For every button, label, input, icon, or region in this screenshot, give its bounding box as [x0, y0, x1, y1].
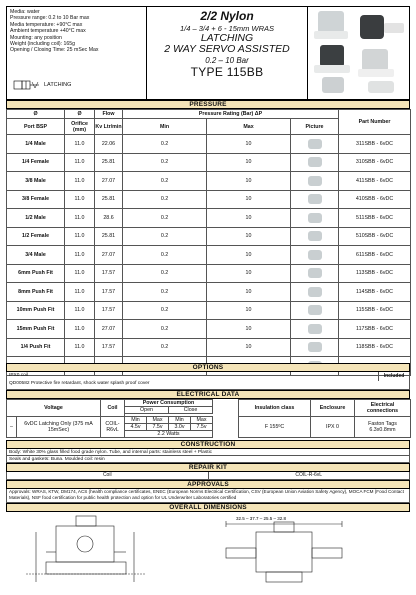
min-cell: 0.2: [123, 172, 207, 191]
table-row: [7, 338, 411, 357]
picture-cell: [291, 153, 339, 172]
repair-row: [6, 472, 410, 480]
product-title: 2/2 Nylon: [200, 9, 254, 23]
part-number-cell: 114SBB - 6vDC: [339, 283, 411, 302]
part-number-cell: 118SBB - 6vDC: [339, 338, 411, 357]
picture-cell: [291, 246, 339, 265]
port-cell: 1/2 Female: [7, 227, 65, 246]
header-block: [6, 6, 410, 100]
part-number-cell: 117SBB - 6vDC: [339, 320, 411, 339]
options-section: [6, 363, 410, 390]
table-row: [7, 301, 411, 320]
picture-cell: [291, 283, 339, 302]
table-row: [7, 320, 411, 339]
latching-label: LATCHING: [44, 81, 72, 88]
connections-header: Electrical connections: [355, 400, 411, 417]
port-cell: 1/2 Male: [7, 209, 65, 228]
port-cell: 3/4 Male: [7, 246, 65, 265]
insulation-header: Insulation class: [239, 400, 311, 417]
kv-cell: 17.57: [95, 264, 123, 283]
table-row: [7, 190, 411, 209]
kv-cell: 22.06: [95, 135, 123, 154]
port-cell: 1/4 Push Fit: [7, 338, 65, 357]
valve-thumbnail-icon: [308, 250, 322, 260]
orifice-cell: 11.0: [65, 135, 95, 154]
valve-thumbnail-icon: [308, 287, 322, 297]
coil-header: Coil: [101, 400, 125, 417]
kv-cell: 17.57: [95, 283, 123, 302]
flow-header: Flow: [95, 110, 123, 119]
connections-value: Faston Tags 6.3x0.8mm: [355, 417, 411, 438]
valve-symbol-icon: [13, 79, 41, 91]
min-cell: 0.2: [123, 301, 207, 320]
spec-line: Media: water: [10, 9, 40, 15]
spec-line: Opening / Closing Time: 25 mSec Max: [10, 47, 99, 54]
dimensions-drawing: [6, 512, 410, 590]
port-cell: 1/4 Male: [7, 135, 65, 154]
max-cell: 10: [207, 135, 291, 154]
min-cell: 0.2: [123, 190, 207, 209]
max-header: Max: [207, 119, 291, 135]
orifice-cell: 11.0: [65, 172, 95, 191]
approvals-text: Approvals: WRAS, KTW, DM174, ACS (health compliance certificates, ENEC (European Norms Electrical Certification, CSV (European Union Aviation Safety Agency), MOCA FCM (Food Contact Materials), NSF food certification for public health protection and option for UL Underwriter Laboratories certified: [6, 489, 410, 503]
construction-line: Seals and gaskets: Buna. Moulded coil: resin: [6, 456, 410, 463]
close-max-value: 7.5v: [191, 424, 213, 431]
max-cell: 10: [207, 209, 291, 228]
max-cell: 10: [207, 301, 291, 320]
part-number-header: Part Number: [339, 110, 411, 135]
diam-header: Ø: [7, 110, 65, 119]
kv-cell: 25.81: [95, 227, 123, 246]
valve-thumbnail-icon: [308, 139, 322, 149]
valve-thumbnail-icon: [308, 194, 322, 204]
picture-cell: [291, 135, 339, 154]
part-number-cell: 611SBB - 6vDC: [339, 246, 411, 265]
table-row: [7, 153, 411, 172]
open-max-value: 7.5v: [147, 424, 169, 431]
valve-thumbnail-icon: [308, 231, 322, 241]
repair-label: Coil: [7, 472, 209, 479]
max-cell: 10: [207, 264, 291, 283]
part-number-cell: 510SBB - 6vDC: [339, 227, 411, 246]
picture-cell: [291, 209, 339, 228]
electrical-table: [6, 399, 411, 438]
port-cell: 15mm Push Fit: [7, 320, 65, 339]
port-cell: 3/8 Female: [7, 190, 65, 209]
part-number-cell: 310SBB - 6vDC: [339, 153, 411, 172]
min-cell: 0.2: [123, 209, 207, 228]
picture-cell: [291, 227, 339, 246]
dimension-drawing-image: [6, 512, 410, 590]
picture-cell: [291, 301, 339, 320]
orifice-cell: 11.0: [65, 246, 95, 265]
part-number-cell: 511SBB - 6vDC: [339, 209, 411, 228]
open-header: Open: [125, 407, 169, 414]
part-number-cell: 410SBB - 6vDC: [339, 190, 411, 209]
table-row: [7, 264, 411, 283]
voltage-value: 6vDC Latching Only (375 mA 15mSec): [17, 417, 101, 438]
orifice-cell: 11.0: [65, 320, 95, 339]
kv-cell: 17.57: [95, 301, 123, 320]
product-photos: [307, 7, 410, 99]
table-row: [7, 227, 411, 246]
model-name: TYPE 115BB: [190, 65, 264, 79]
picture-cell: [291, 320, 339, 339]
electrical-section: [6, 390, 411, 438]
open-min-header: Min: [125, 417, 147, 424]
construction-section: [6, 440, 410, 463]
valve-photo-image: [308, 7, 410, 99]
orifice-cell: 11.0: [65, 153, 95, 172]
valve-thumbnail-icon: [308, 324, 322, 334]
max-cell: 10: [207, 320, 291, 339]
close-min-header: Min: [169, 417, 191, 424]
orifice-cell: 11.0: [65, 227, 95, 246]
spec-line: Media temperature: +90°C max: [10, 21, 83, 28]
open-max-header: Max: [147, 417, 169, 424]
picture-cell: [291, 190, 339, 209]
max-cell: 10: [207, 246, 291, 265]
repair-value: COIL-R-6vL: [295, 472, 323, 478]
pressure-section: [6, 100, 411, 376]
port-cell: 3/8 Male: [7, 172, 65, 191]
port-cell: 1/4 Female: [7, 153, 65, 172]
min-cell: 0.2: [123, 153, 207, 172]
voltage-marker: –: [7, 417, 17, 438]
orifice-cell: 11.0: [65, 209, 95, 228]
open-min-value: 4.5v: [125, 424, 147, 431]
max-cell: 10: [207, 338, 291, 357]
enclosure-header: Enclosure: [311, 400, 355, 417]
close-header: Close: [169, 407, 213, 414]
picture-cell: [291, 264, 339, 283]
min-cell: 0.2: [123, 283, 207, 302]
orifice-header: Orifice (mm): [65, 119, 95, 135]
spec-line: Mounting: any position: [10, 34, 62, 41]
rating-header: Pressure Rating (Bar) ΔP: [123, 110, 339, 119]
part-number-cell: 113SBB - 6vDC: [339, 264, 411, 283]
port-cell: 8mm Push Fit: [7, 283, 65, 302]
max-cell: 10: [207, 172, 291, 191]
enclosure-value: IPX 0: [311, 417, 355, 438]
table-row: [7, 283, 411, 302]
spec-list: [7, 7, 147, 99]
kv-cell: 27.07: [95, 320, 123, 339]
type-description: 2 WAY SERVO ASSISTED: [164, 43, 290, 55]
insulation-value: F 155ºC: [239, 417, 311, 438]
min-cell: 0.2: [123, 246, 207, 265]
dimensions-section-title: OVERALL DIMENSIONS: [6, 503, 410, 512]
valve-thumbnail-icon: [308, 176, 322, 186]
option-line: QD00582 Protective fire retardant, shock water splash proof cover: [9, 381, 150, 386]
pressure-table: [6, 109, 411, 376]
min-header: Min: [123, 119, 207, 135]
spec-line: Pressure range: 0.2 to 10 Bar max: [10, 15, 90, 22]
table-row: [7, 209, 411, 228]
part-number-cell: 311SBB - 6vDC: [339, 135, 411, 154]
kv-cell: 27.07: [95, 246, 123, 265]
picture-cell: [291, 338, 339, 357]
max-cell: 10: [207, 190, 291, 209]
min-cell: 0.2: [123, 338, 207, 357]
orifice-cell: 11.0: [65, 301, 95, 320]
picture-cell: [291, 172, 339, 191]
valve-thumbnail-icon: [308, 213, 322, 223]
valve-thumbnail-icon: [308, 268, 322, 278]
kv-header: Kv Ltr/min: [95, 119, 123, 135]
port-cell: 6mm Push Fit: [7, 264, 65, 283]
max-cell: 10: [207, 283, 291, 302]
dimension-label: 32.5 – 37.7 – 25.5 – 32.8: [236, 516, 287, 521]
picture-header: Picture: [291, 119, 339, 135]
kv-cell: 25.81: [95, 153, 123, 172]
pressure-section-title: PRESSURE: [6, 100, 410, 109]
power-header: Power Consumption: [125, 400, 213, 407]
option-line: IPX0 coil: [9, 373, 28, 378]
orifice-cell: 11.0: [65, 338, 95, 357]
valve-thumbnail-icon: [308, 305, 322, 315]
watts-value: 2.2 Watts: [125, 431, 213, 438]
min-cell: 0.2: [123, 264, 207, 283]
voltage-header: Voltage: [7, 400, 101, 417]
min-cell: 0.2: [123, 320, 207, 339]
approvals-section-title: APPROVALS: [6, 480, 410, 489]
option-included: Included: [378, 372, 409, 381]
title-block: [147, 7, 307, 99]
min-cell: 0.2: [123, 135, 207, 154]
part-number-cell: 411SBB - 6vDC: [339, 172, 411, 191]
close-max-header: Max: [191, 417, 213, 424]
coil-value: COIL-R6vL: [101, 417, 125, 438]
diam-header: Ø: [65, 110, 95, 119]
spec-line: Ambient temperature +40°C max: [10, 28, 86, 35]
construction-line: Body: White 30% glass filled food grade nylon. Tube, and internal parts: stainless steel + Plastic: [6, 449, 410, 456]
table-row: [7, 246, 411, 265]
options-section-title: OPTIONS: [6, 363, 410, 372]
orifice-cell: 11.0: [65, 283, 95, 302]
electrical-section-title: ELECTRICAL DATA: [6, 390, 410, 399]
orifice-cell: 11.0: [65, 264, 95, 283]
valve-thumbnail-icon: [308, 157, 322, 167]
table-row: [7, 172, 411, 191]
approvals-section: [6, 480, 410, 503]
size-range: 1/4 – 3/4 + 6 - 15mm WRAS: [180, 24, 274, 33]
valve-thumbnail-icon: [308, 342, 322, 352]
kv-cell: 28.6: [95, 209, 123, 228]
kv-cell: 25.81: [95, 190, 123, 209]
orifice-cell: 11.0: [65, 190, 95, 209]
options-body: [6, 372, 410, 390]
mode-label: LATCHING: [200, 32, 254, 44]
part-number-cell: 115SBB - 6vDC: [339, 301, 411, 320]
kv-cell: 17.57: [95, 338, 123, 357]
table-row: [7, 135, 411, 154]
port-header: Port BSP: [7, 119, 65, 135]
repair-section: [6, 463, 410, 480]
latching-symbol: [13, 79, 71, 91]
max-cell: 10: [207, 227, 291, 246]
construction-section-title: CONSTRUCTION: [6, 440, 410, 449]
dimensions-section: [6, 503, 410, 590]
port-cell: 10mm Push Fit: [7, 301, 65, 320]
close-min-value: 3.0v: [169, 424, 191, 431]
kv-cell: 27.07: [95, 172, 123, 191]
spec-line: Weight (including coil): 165g: [10, 41, 76, 48]
pressure-range: 0.2 – 10 Bar: [205, 56, 249, 65]
min-cell: 0.2: [123, 227, 207, 246]
max-cell: 10: [207, 153, 291, 172]
repair-section-title: REPAIR KIT: [6, 463, 410, 472]
